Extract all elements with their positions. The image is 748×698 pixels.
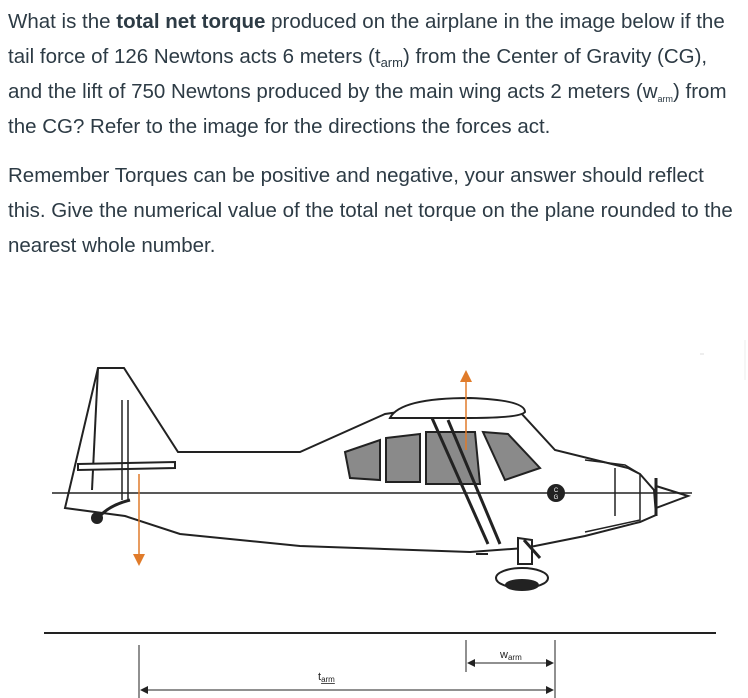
t-arm-dimension: [141, 671, 553, 690]
question-paragraph-2: Remember Torques can be positive and negative, your answer should reflect this. Give the numerical value of the total net torque on the plane rounded to the nearest whole number.: [8, 164, 733, 257]
q-text-mid1: produced on the airplane in the image below if the tail force of 126 Newtons acts 6 meters (t: [8, 10, 725, 68]
w-arm-label: warm: [500, 649, 522, 662]
airplane-diagram: [0, 340, 748, 698]
question-paragraph-1: [8, 4, 743, 144]
q-text-post: ) from the CG? Refer to the image for the directions the forces act.: [8, 80, 727, 138]
q-text-mid2: ) from the Center of Gravity (CG), and the lift of 750 Newtons produced by the main wing acts 2 meters (w: [8, 45, 708, 103]
t-arm-label: tarm: [318, 671, 335, 684]
w-arm-dimension: [468, 649, 553, 663]
cg-marker: [547, 484, 565, 502]
t-arm-subscript: arm: [380, 55, 403, 70]
cg-label-top: C: [553, 488, 559, 494]
q-text-pre: What is the: [8, 10, 117, 33]
wing: [390, 398, 525, 418]
w-arm-subscript: arm: [657, 94, 674, 104]
propeller: [656, 478, 688, 516]
cg-label-bottom: G: [553, 495, 559, 501]
question-text: [8, 4, 743, 263]
dimension-guides: [139, 640, 555, 698]
q-bold-phrase: total net torque: [116, 10, 266, 33]
